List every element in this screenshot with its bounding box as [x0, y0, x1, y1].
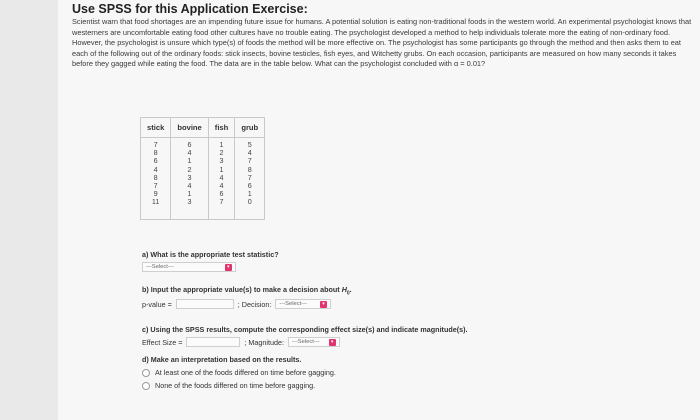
problem-text: Scientist warn that food shortages are an impending future issue for humans. A potential solution is eating non-traditional foods in the western world. An experimental psychologist knows that westerners are uncomfortable eating food other cultures have no trouble eating. The psychologist developed a method to help individuals tolerate more the eating of non-ordinary food. However, the psychologist is unsure which type(s) of foods the method will be more effective on. The psychologist has some participants go through the method and then asks them to eat each of the following out of the ordinary foods: stick insects, bovine testicles, fish eyes, and Witchetty grubs. On each occasion, participants are measured on how many seconds it takes before they gagged while eating the food. The data are in the table below. What can the psychologist concluded with α = 0.01?	[72, 17, 692, 69]
question-c	[142, 325, 468, 347]
question-c-label: c) Using the SPSS results, compute the corresponding effect size(s) and indicate magnitude(s).	[142, 325, 468, 334]
problem-statement	[72, 17, 692, 70]
column-header-stick: stick	[141, 118, 171, 138]
question-d	[142, 355, 336, 390]
data-table	[140, 117, 265, 220]
interpretation-option-2[interactable]: None of the foods differed on time before gagging.	[142, 381, 336, 390]
column-stick-values: 7 8 6 4 8 7 9 11	[141, 138, 171, 220]
column-header-grub: grub	[235, 118, 265, 138]
question-d-label: d) Make an interpretation based on the results.	[142, 355, 302, 364]
question-b-label: b) Input the appropriate value(s) to make a decision about $H_0$.	[142, 285, 352, 297]
magnitude-label: ; Magnitude:	[244, 337, 284, 347]
pvalue-label: p-value =	[142, 299, 172, 309]
column-fish-values: 1 2 3 1 4 4 6 7	[208, 138, 235, 220]
pvalue-input[interactable]	[176, 299, 234, 309]
question-b	[142, 285, 352, 309]
column-header-fish: fish	[208, 118, 235, 138]
question-a	[142, 250, 279, 272]
decision-label: ; Decision:	[237, 299, 272, 309]
radio-button[interactable]	[142, 369, 150, 377]
decision-select[interactable]: ---Select--- ▾	[275, 299, 331, 309]
dropdown-arrow-icon: ▾	[320, 301, 327, 308]
column-grub-values: 5 4 7 8 7 6 1 0	[235, 138, 265, 220]
title-suffix: for this Application Exercise:	[131, 2, 308, 16]
question-page	[58, 0, 700, 420]
effect-size-label: Effect Size =	[142, 337, 183, 347]
dropdown-arrow-icon: ▾	[329, 339, 336, 346]
interpretation-option-1[interactable]: At least one of the foods differed on time before gagging.	[142, 368, 336, 377]
column-bovine-values: 6 4 1 2 3 4 1 3	[171, 138, 208, 220]
exercise-title	[72, 2, 308, 16]
title-spss: SPSS	[98, 2, 132, 16]
effect-size-input[interactable]	[186, 337, 240, 347]
magnitude-select[interactable]: ---Select--- ▾	[288, 337, 340, 347]
question-a-label: a) What is the appropriate test statistic?	[142, 250, 279, 259]
dropdown-arrow-icon: ▾	[225, 264, 232, 271]
column-header-bovine: bovine	[171, 118, 208, 138]
title-prefix: Use	[72, 2, 99, 16]
radio-button[interactable]	[142, 382, 150, 390]
test-statistic-select[interactable]: ---Select--- ▾	[142, 262, 236, 272]
